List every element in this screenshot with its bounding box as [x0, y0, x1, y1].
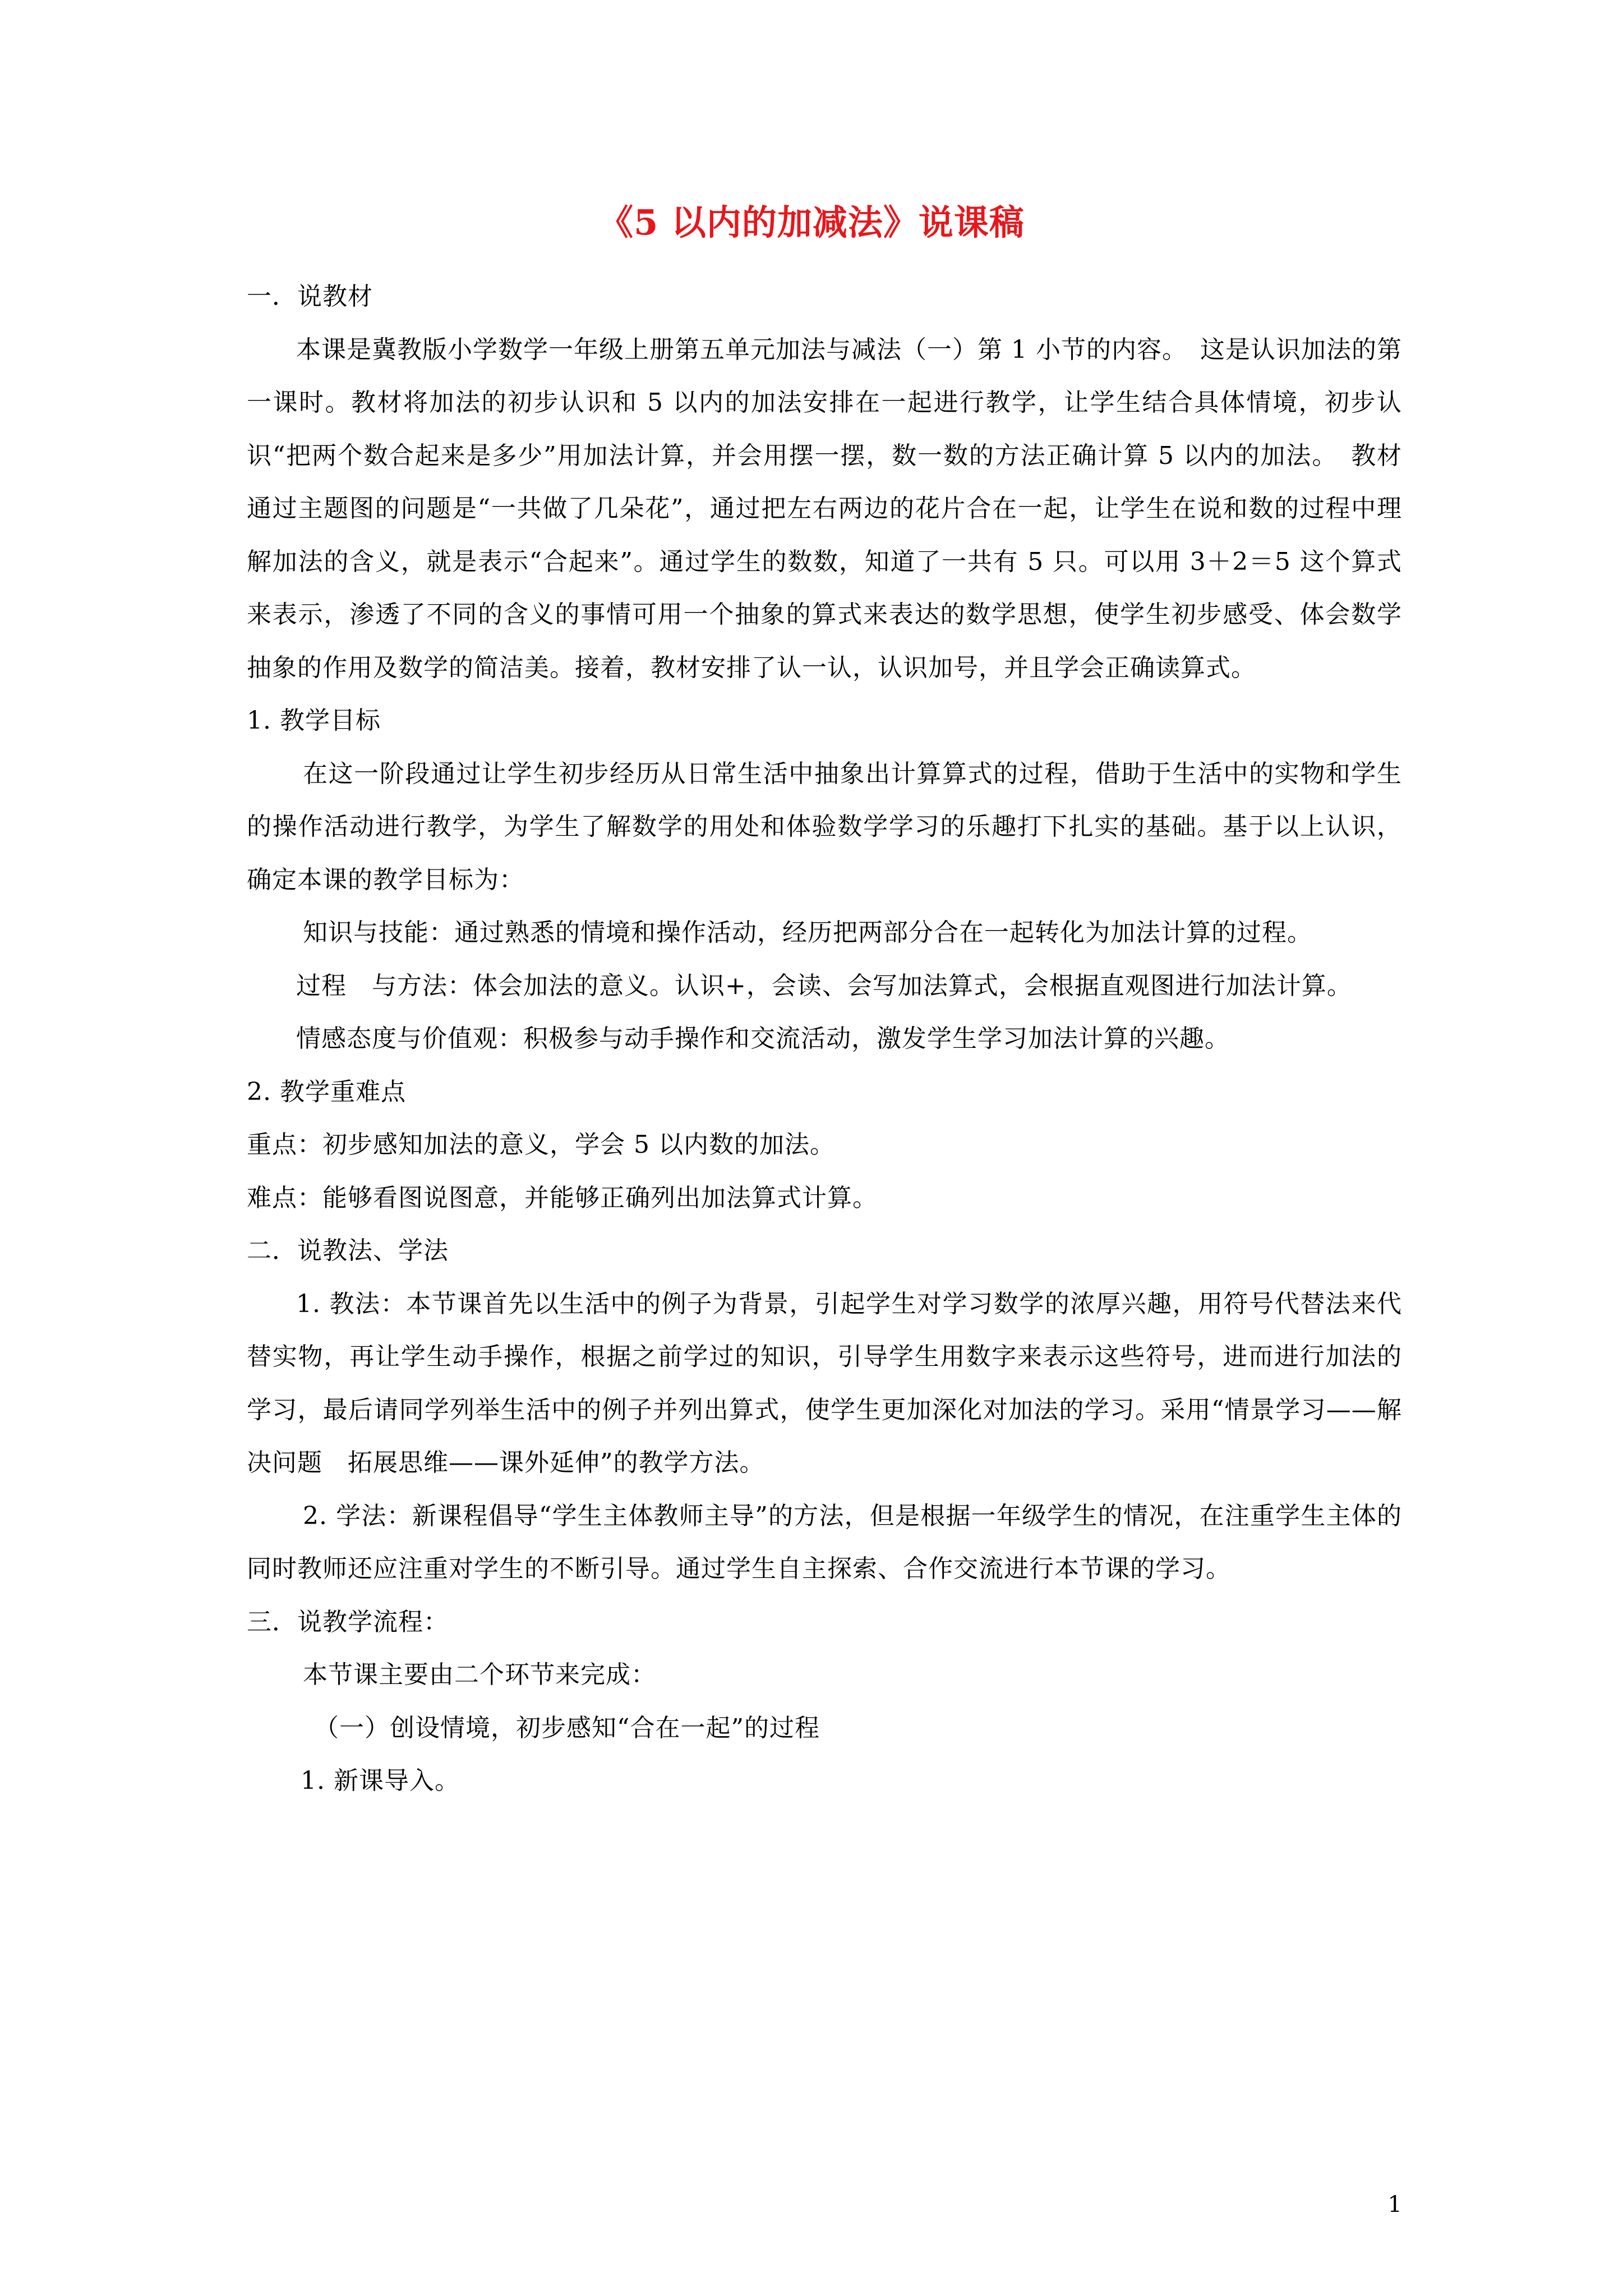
paragraph-process-overview: 本节课主要由二个环节来完成： — [303, 1660, 656, 1689]
paragraph-new-lesson-intro: 1. 新课导入。 — [301, 1766, 460, 1795]
paragraph-goals-intro: 在这一阶段通过让学生初步经历从日常生活中抽象出计算算式的过程，借助于生活中的实物和学生的操作活动进行教学，为学生了解数学的用处和体验数学学习的乐趣打下扎实的基础。基于以上认识，确定本课的教学目标为： — [247, 759, 1402, 894]
section-heading-teaching-process: 三．说教学流程： — [247, 1607, 449, 1636]
paragraph-step-one: （一）创设情境，初步感知“合在一起”的过程 — [314, 1713, 820, 1742]
paragraph-material-intro: 本课是冀教版小学数学一年级上册第五单元加法与减法（一）第 1 小节的内容。 这是认识加法的第一课时。教材将加法的初步认识和 5 以内的加法安排在一起进行教学，让学生结合具体情境，初步认识“把两个数合起来是多少”用加法计算，并会用摆一摆，数一数的方法正确计算 5 以内的加法。 教材通过主题图的问题是“一共做了几朵花”，通过把左右两边的花片合在一起，让学生在说和数的过程中理解加法的含义，就是表示“合起来”。通过学生的数数，知道了一共有 5 只。可以用 3＋2＝5 这个算式来表示，渗透了不同的含义的事情可用一个抽象的算式来表达的数学思想，使学生初步感受、体会数学抽象的作用及数学的简洁美。接着，教材安排了认一认，认识加号，并且学会正确读算式。 — [247, 335, 1402, 682]
paragraph-emotion-values: 情感态度与价值观：积极参与动手操作和交流活动，激发学生学习加法计算的兴趣。 — [296, 1024, 1230, 1053]
paragraph-learning-method: 2. 学法：新课程倡导“学生主体教师主导”的方法，但是根据一年级学生的情况，在注重学生主体的同时教师还应注重对学生的不断引导。通过学生自主探索、合作交流进行本节课的学习。 — [247, 1501, 1402, 1583]
paragraph-knowledge-skills: 知识与技能：通过熟悉的情境和操作活动，经历把两部分合在一起转化为加法计算的过程。 — [303, 918, 1312, 947]
page-title: 《5 以内的加减法》说课稿 — [598, 202, 1025, 243]
section-heading-teaching-methods: 二．说教法、学法 — [247, 1236, 449, 1265]
subheading-teaching-goals: 1. 教学目标 — [247, 706, 381, 735]
document-body — [247, 270, 1402, 1808]
paragraph-key-point: 重点：初步感知加法的意义，学会 5 以内数的加法。 — [247, 1130, 835, 1159]
section-heading-teaching-material: 一．说教材 — [247, 282, 373, 311]
subheading-key-difficult-points: 2. 教学重难点 — [247, 1077, 406, 1106]
page-number: 1 — [1387, 2192, 1402, 2217]
paragraph-process-method: 过程 与方法：体会加法的意义。认识+，会读、会写加法算式，会根据直观图进行加法计算。 — [296, 971, 1352, 1000]
paragraph-difficult-point: 难点：能够看图说图意，并能够正确列出加法算式计算。 — [247, 1183, 878, 1212]
paragraph-teaching-method: 1. 教法：本节课首先以生活中的例子为背景，引起学生对学习数学的浓厚兴趣，用符号代替法来代替实物，再让学生动手操作，根据之前学过的知识，引导学生用数字来表示这些符号，进而进行加法的学习，最后请同学列举生活中的例子并列出算式，使学生更加深化对加法的学习。采用“情景学习——解决问题 拓展思维——课外延伸”的教学方法。 — [247, 1289, 1402, 1477]
